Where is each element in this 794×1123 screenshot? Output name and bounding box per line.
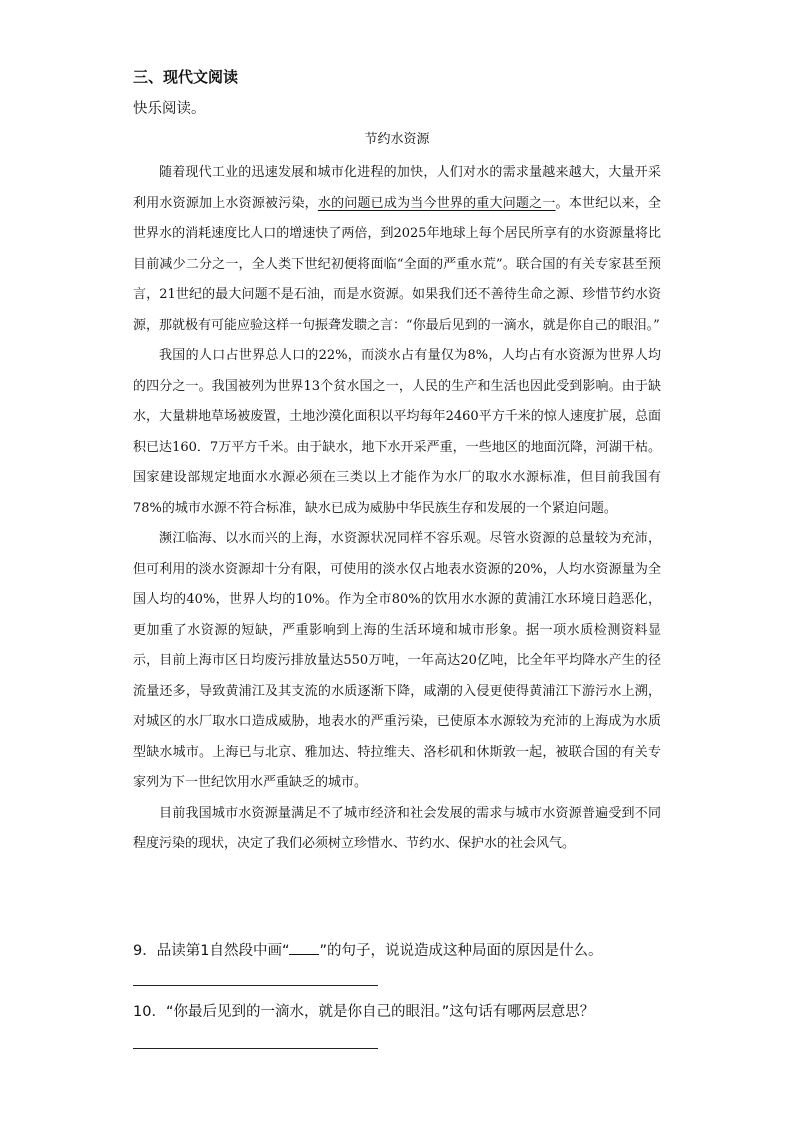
question-10: 10．“你最后见到的一滴水，就是你自己的眼泪。”这句话有哪两层意思？: [133, 1004, 595, 1020]
answer-line-10[interactable]: [133, 1048, 378, 1049]
question-9-underline-sample: [289, 940, 319, 955]
paragraph-4: 目前我国城市水资源量满足不了城市经济和社会发展的需求与城市水资源普遍受到不同程度污染的现状，决定了我们必须树立珍惜水、节约水、保护水的社会风气。: [133, 805, 661, 851]
paragraph-2: 我国的人口占世界总人口的22%，而淡水占有量仅为8%，人均占有水资源为世界人均的四分之一。我国被列为世界13个贫水国之一，人民的生产和生活也因此受到影响。由于缺水，大量耕地草场被废置，土地沙漠化面积以平均每年2460平方千米的惊人速度扩展，总面积已达160．7万平方千米。由于缺水，地下水开采严重，一些地区的地面沉降，河湖干枯。国家建设部规定地面水水源必须在三类以上才能作为水厂的取水水源标准，但目前我国有78%的城市水源不符合标准，缺水已成为威胁中华民族生存和发展的一个紧迫问题。: [133, 348, 661, 516]
underlined-sentence: 水的问题已成为当今世界的重大问题之一: [317, 195, 556, 211]
answer-line-9[interactable]: [133, 985, 378, 986]
paragraph-3: 濒江临海、以水而兴的上海，水资源状况同样不容乐观。尽管水资源的总量较为充沛，但可利用的淡水资源却十分有限，可使用的淡水仅占地表水资源的20%，人均水资源量为全国人均的40%，世界人均的10%。作为全市80%的饮用水水源的黄浦江水环境日趋恶化，更加重了水资源的短缺，严重影响到上海的生活环境和城市形象。据一项水质检测资料显示，目前上海市区日均废污排放量达550万吨，一年高达20亿吨，比全年平均降水产生的径流量还多，导致黄浦江及其支流的水质逐渐下降，咸潮的入侵更使得黄浦江下游污水上溯，对城区的水厂取水口造成威胁，地表水的严重污染，已使原本水源较为充沛的上海成为水质型缺水城市。上海已与北京、雅加达、特拉维夫、洛杉矶和休斯敦一起，被联合国的有关专家列为下一世纪饮用水严重缺乏的城市。: [133, 531, 661, 790]
question-9: [133, 940, 602, 962]
section-title: 三、现代文阅读: [133, 68, 239, 86]
question-9-after: ”的句子，说说造成这种局面的原因是什么。: [319, 943, 603, 959]
question-9-before: 9．品读第1自然段中画“: [133, 943, 290, 959]
article-body: [133, 158, 661, 860]
paragraph-1-before: 随着现代工业的迅速发展和城市化进程的加快，人们对水的需求量越来越大，大量开采利用水资源加上水资源被污染，: [133, 165, 661, 211]
reading-intro: 快乐阅读。: [133, 101, 206, 117]
paragraph-1-after: 。本世纪以来，全世界水的消耗速度比人口的增速快了两倍，到2025年地球上每个居民所享有的水资源量将比目前减少二分之一，全人类下世纪初便将面临“全面的严重水荒”。联合国的有关专家甚至预言，21世纪的最大问题不是石油，而是水资源。如果我们还不善待生命之源、珍惜节约水资源，那就极有可能应验这样一句振聋发聩之言：“你最后见到的一滴水，就是你自己的眼泪。”: [133, 195, 661, 333]
article-title: 节约水资源: [364, 132, 430, 147]
paragraph-1: [133, 158, 661, 341]
